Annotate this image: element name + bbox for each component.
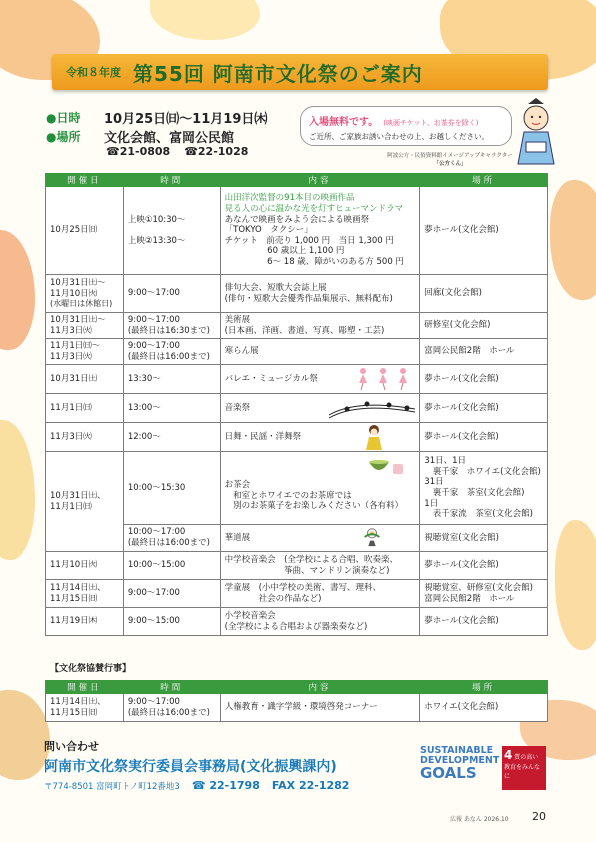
content-text: 華道展 xyxy=(224,532,251,543)
date-line: 11月14日㈯、 xyxy=(50,582,106,593)
place-label: ●場所 xyxy=(46,130,81,144)
time-line: 9:00～17:00 xyxy=(127,314,180,325)
table-row xyxy=(46,313,548,339)
sdg-goal-4-icon xyxy=(502,746,546,790)
mascot-kubou-icon xyxy=(508,98,564,166)
place-line: 視聴覚室、研修室(文化会館) xyxy=(424,582,533,593)
page-number: 20 xyxy=(532,810,546,823)
event-time: 10:00～15:00 xyxy=(123,552,220,580)
event-content xyxy=(220,313,420,339)
date-info xyxy=(46,108,267,127)
date-line: 11月3日㈫ xyxy=(50,351,92,362)
table-row xyxy=(46,394,548,423)
contact-details xyxy=(44,779,349,792)
column-header: 内容 xyxy=(220,681,420,694)
event-date: 10月31日㈯ xyxy=(46,365,124,394)
table-row xyxy=(46,275,548,313)
event-date xyxy=(46,339,124,365)
free-admission-title: 入場無料です。 xyxy=(309,117,379,128)
publication-footer: 広報 あなん 2026.10 xyxy=(450,816,509,823)
column-header: 開催日 xyxy=(46,174,124,187)
autumn-leaf-decoration xyxy=(0,230,35,350)
column-header: 時間 xyxy=(123,681,220,694)
event-date: 11月10日㈫ xyxy=(46,552,124,580)
contact-fax: FAX 22-1282 xyxy=(271,779,350,792)
time-line: 10:00～17:00 xyxy=(127,527,186,538)
movie-tagline: 見る人の心に温かな光を灯すヒューマンドラマ xyxy=(224,203,404,214)
event-date xyxy=(46,580,124,608)
contact-address: 〒774-8501 富岡町トノ町12番地3 xyxy=(44,782,180,792)
event-place: ホワイエ(文化会館) xyxy=(420,694,548,722)
autumn-leaf-decoration xyxy=(0,420,35,560)
column-header: 時間 xyxy=(123,174,220,187)
phone-number: ☎21-0808 xyxy=(106,145,171,158)
place-line: 1日 xyxy=(424,498,439,509)
event-place xyxy=(420,452,548,525)
date-line: 11月15日㈰ xyxy=(50,593,98,604)
content-line: (俳句・短歌大会優秀作品集展示、無料配布) xyxy=(224,293,393,304)
event-content: 寒らん展 xyxy=(220,339,420,365)
event-place: 夢ホール(文化会館) xyxy=(420,552,548,580)
content-line: 「TOKYO タクシー」 xyxy=(224,225,313,236)
event-time: 9:00～17:00 xyxy=(123,580,220,608)
sdg-goal-number: 4 xyxy=(504,748,513,762)
time-line: (最終日は16:00まで) xyxy=(127,538,210,548)
phone-numbers xyxy=(106,145,248,158)
date-line: 11月3日㈫ xyxy=(50,325,92,336)
content-line: 社会の作品など) xyxy=(224,593,322,604)
date-line: (水曜日は休館日) xyxy=(50,299,113,309)
event-date xyxy=(46,275,124,313)
page-title: 第55回 阿南市文化祭のご案内 xyxy=(133,61,423,86)
contact-label: 問い合わせ xyxy=(44,740,99,753)
table-row xyxy=(46,608,548,636)
place-value: 文化会館、富岡公民館 xyxy=(104,131,235,146)
column-header: 場所 xyxy=(420,174,548,187)
sponsored-events-table xyxy=(45,680,548,722)
time-line: (最終日は16:00まで) xyxy=(127,351,210,362)
era-label: 令和８年度 xyxy=(66,66,121,79)
event-time xyxy=(123,313,220,339)
event-date: 11月1日㈰ xyxy=(46,394,124,423)
place-line: 表千家流 茶室(文化会館) xyxy=(424,509,533,520)
time-line: 9:00～17:00 xyxy=(127,340,180,351)
event-content xyxy=(220,525,420,552)
time-line: (最終日は16:00まで) xyxy=(127,707,210,718)
event-content xyxy=(220,394,420,423)
table-row xyxy=(46,552,548,580)
movie-tagline: 山田洋次監督の91本目の映画作品 xyxy=(224,193,355,204)
content-line: 別のお茶菓子をお楽しみください（各有料） xyxy=(224,501,404,512)
content-text: 音楽祭 xyxy=(224,402,251,413)
autumn-leaf-decoration xyxy=(150,0,260,40)
content-line: 筝曲、マンドリン演奏など) xyxy=(224,565,390,576)
event-content xyxy=(220,580,420,608)
phone-number: ☎22-1028 xyxy=(184,145,249,158)
music-notes-icon xyxy=(327,395,417,421)
event-date xyxy=(46,452,124,552)
table-row xyxy=(46,452,548,525)
contact-section xyxy=(44,738,349,792)
event-place: 視聴覚室(文化会館) xyxy=(420,525,548,552)
sdgs-line: DEVELOPMENT xyxy=(420,754,500,766)
event-time: 12:00～ xyxy=(123,423,220,452)
content-line: 小学校音楽会 xyxy=(224,610,276,621)
place-line: 富岡公民館2階 ホール xyxy=(424,593,515,604)
content-text: バレエ・ミュージカル祭 xyxy=(224,373,318,384)
event-date: 11月3日㈫ xyxy=(46,423,124,452)
free-admission-notice xyxy=(300,106,512,146)
invitation-text: ご近所、ご家族お誘い合わせの上、お越しください。 xyxy=(309,132,489,141)
table-row xyxy=(46,580,548,608)
event-place: 夢ホール(文化会館) xyxy=(420,394,548,423)
date-line: 11月1日㈰～ xyxy=(50,340,101,351)
time-line: 上映①10:30～ xyxy=(127,214,186,225)
table-header-row xyxy=(46,174,548,187)
content-line: (全学校による合唱および器楽奏など) xyxy=(224,621,368,632)
event-time xyxy=(123,187,220,275)
event-date: 10月25日㈰ xyxy=(46,187,124,275)
sdg-goal-text: 質の高い教育をみんなに xyxy=(504,754,541,780)
event-content xyxy=(220,365,420,394)
sdgs-line: GOALS xyxy=(420,763,477,782)
event-time: 13:00～ xyxy=(123,394,220,423)
table-row xyxy=(46,694,548,722)
date-line: 11月15日㈰ xyxy=(50,707,98,718)
date-label: ●日時 xyxy=(46,111,81,125)
place-line: 31日 xyxy=(424,477,444,488)
time-line: 上映②13:30～ xyxy=(127,235,186,246)
table-row xyxy=(46,365,548,394)
event-place: 研修室(文化会館) xyxy=(420,313,548,339)
ballet-dancers-icon xyxy=(353,367,413,391)
event-date xyxy=(46,694,124,722)
mascot-name: 「公方くん」 xyxy=(433,161,467,167)
column-header: 開催日 xyxy=(46,681,124,694)
date-line: 10月31日㈯～ xyxy=(50,314,106,325)
content-line: 6～ 18 歳、障がいのある方 500 円 xyxy=(224,257,404,268)
sdgs-line: SUSTAINABLE xyxy=(420,745,494,756)
event-place: 回廊(文化会館) xyxy=(420,275,548,313)
event-content xyxy=(220,608,420,636)
contact-tel: ☎ 22-1798 xyxy=(191,779,260,792)
date-line: 11月14日㈯、 xyxy=(50,696,106,707)
table-row xyxy=(46,423,548,452)
content-line: チケット 前売り 1,000 円 当日 1,300 円 xyxy=(224,235,394,246)
date-line: 10月31日㈯、 xyxy=(50,490,106,501)
event-content xyxy=(220,187,420,275)
event-date: 11月19日㈭ xyxy=(46,608,124,636)
place-line: 裏千家 ホワイエ(文化会館) xyxy=(424,466,541,477)
flower-arrangement-icon xyxy=(361,526,383,548)
autumn-leaf-decoration xyxy=(555,520,596,650)
event-place: 富岡公民館2階 ホール xyxy=(420,339,548,365)
content-line: 俳句大会、短歌大会誌上展 xyxy=(224,282,327,293)
title-banner xyxy=(52,54,548,90)
column-header: 内容 xyxy=(220,174,420,187)
place-line: 31日、1日 xyxy=(424,456,467,467)
event-time: 10:00～15:30 xyxy=(123,452,220,525)
content-line: 中学校音楽会 (全学校による合唱、吹奏楽、 xyxy=(224,554,398,565)
place-line: 裏千家 茶室(文化会館) xyxy=(424,488,525,498)
free-admission-note: (映画チケット、お茶券を除く) xyxy=(383,119,479,127)
time-line: (最終日は16:30まで) xyxy=(127,325,210,336)
event-content xyxy=(220,275,420,313)
event-time: 9:00～17:00 xyxy=(123,275,220,313)
event-place: 夢ホール(文化会館) xyxy=(420,423,548,452)
event-time xyxy=(123,694,220,722)
autumn-leaf-decoration xyxy=(550,180,596,300)
date-line: 11月10日㈫ xyxy=(50,288,98,299)
event-time xyxy=(123,339,220,365)
date-value: 10月25日㈰～11月19日㈭ xyxy=(104,112,268,127)
event-content: 人権教育・識字学級・環境啓発コーナー xyxy=(220,694,420,722)
dancer-icon xyxy=(359,424,389,450)
event-content xyxy=(220,423,420,452)
mascot-caption xyxy=(370,151,530,167)
content-line: 学童展 (小中学校の美術、書写、理科、 xyxy=(224,582,381,593)
sponsored-events-label: 【文化祭協賛行事】 xyxy=(50,664,132,674)
content-line: 60 歳以上 1,100 円 xyxy=(224,246,345,257)
event-time xyxy=(123,525,220,552)
event-content xyxy=(220,552,420,580)
content-line: (日本画、洋画、書道、写真、彫塑・工芸) xyxy=(224,325,385,336)
autumn-leaf-decoration xyxy=(0,690,50,780)
place-info xyxy=(46,127,234,146)
event-date xyxy=(46,313,124,339)
schedule-table xyxy=(45,173,548,636)
content-line: お茶会 xyxy=(224,480,251,491)
event-place: 夢ホール(文化会館) xyxy=(420,187,548,275)
sdgs-logo xyxy=(420,746,546,792)
event-content xyxy=(220,452,420,525)
table-row xyxy=(46,187,548,275)
event-time: 9:00～15:00 xyxy=(123,608,220,636)
content-line: あなんで映画をみよう会による映画祭 xyxy=(224,214,370,225)
content-line: 和室とホワイエでのお茶席では xyxy=(224,490,352,501)
contact-organization: 阿南市文化祭実行委員会事務局(文化振興課内) xyxy=(44,759,337,775)
event-place: 夢ホール(文化会館) xyxy=(420,365,548,394)
content-text: 日舞・民謡・洋舞祭 xyxy=(224,431,302,442)
time-line: 9:00～17:00 xyxy=(127,696,180,707)
date-line: 10月31日㈯～ xyxy=(50,277,106,288)
date-line: 11月1日㈰ xyxy=(50,501,92,512)
table-header-row xyxy=(46,681,548,694)
column-header: 場所 xyxy=(420,681,548,694)
content-line: 美術展 xyxy=(224,314,251,325)
tea-bowl-icon xyxy=(365,454,405,478)
table-row xyxy=(46,339,548,365)
mascot-caption-text: 阿波公方・民俗資料館イメージアップキャラクター xyxy=(387,153,513,159)
event-time: 13:30～ xyxy=(123,365,220,394)
event-place xyxy=(420,580,548,608)
event-place: 夢ホール(文化会館) xyxy=(420,608,548,636)
